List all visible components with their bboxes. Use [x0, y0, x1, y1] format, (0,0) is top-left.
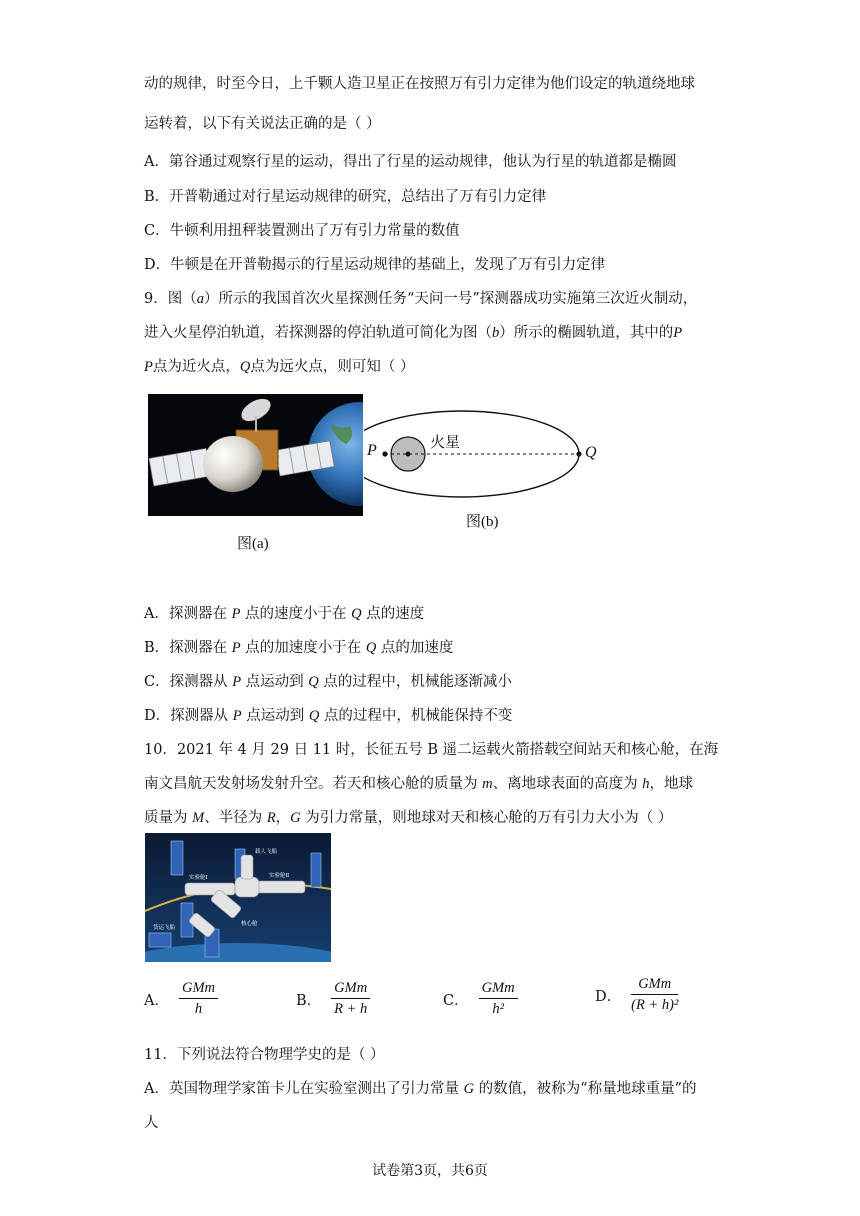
fraction: $\frac{\text{GMm}}{h}$	[179, 980, 218, 1018]
label-mars: 火星	[430, 433, 461, 451]
q8-text-line-2: 运转着，以下有关说法正确的是（ ）	[144, 116, 381, 132]
q8-option-d: D．牛顿是在开普勒揭示的行星运动规律的基础上，发现了万有引力定律	[144, 257, 606, 273]
label-p: P	[367, 442, 377, 459]
q10-text-line-1: 10．2021 年 4 月 29 日 11 时，长征五号 B 遥二运载火箭搭载空间站天和核心舱，在海	[144, 742, 719, 758]
q8-option-c: C．牛顿利用扭秤装置测出了万有引力常量的数值	[144, 223, 460, 239]
figure-b-caption: 图(b)	[466, 514, 499, 530]
q8-option-a: A．第谷通过观察行星的运动，得出了行星的运动规律，他认为行星的轨道都是椭圆	[144, 154, 677, 170]
q11-option-a-line-1: A．英国物理学家笛卡儿在实验室测出了引力常量 G 的数值，被称为“称量地球重量”的	[144, 1081, 697, 1097]
q10-option-a: A． $\frac{\text{GMm}}{h}$	[144, 980, 218, 1018]
q10-text-line-3: 质量为 M、半径为 R，G 为引力常量，则地球对天和核心舱的万有引力大小为（ ）	[144, 810, 673, 826]
point-p	[382, 451, 387, 456]
q11-option-a-line-2: 人	[144, 1115, 159, 1131]
page-footer: 试卷第3页，共6页	[372, 1163, 488, 1179]
q10-text-line-2: 南文昌航天发射场发射升空。若天和核心舱的质量为 m、离地球表面的高度为 h，地球	[144, 776, 693, 792]
point-q	[576, 451, 581, 456]
station-label-crew-ship: 载人飞船	[255, 849, 278, 855]
station-label-core: 核心舱	[241, 921, 258, 927]
mars-center-point	[406, 452, 411, 457]
q9-option-d: D．探测器从 P 点运动到 Q 点的过程中，机械能保持不变	[144, 708, 513, 724]
station-label-lab-1: 实验舱Ⅰ	[189, 875, 208, 881]
q11-text-line-1: 11．下列说法符合物理学史的是（ ）	[144, 1047, 385, 1063]
q8-option-b: B．开普勒通过对行星运动规律的研究，总结出了万有引力定律	[144, 189, 547, 205]
q10-option-b: B． $\frac{\text{GMm}}{R + h}$	[296, 980, 370, 1018]
q10-option-d: D． $\frac{\text{GMm}}{\text{(R + h)²}}$	[595, 976, 679, 1013]
space-station-image	[145, 833, 331, 962]
figure-a-spacecraft-image	[148, 394, 363, 516]
q9-option-c: C．探测器从 P 点运动到 Q 点的过程中，机械能逐渐减小	[144, 674, 512, 690]
q9-option-b: B．探测器在 P 点的加速度小于在 Q 点的加速度	[144, 640, 454, 656]
station-label-cargo: 货运飞船	[153, 925, 176, 931]
q9-text-line-3: P点为近火点，Q点为远火点，则可知（ ）	[144, 359, 415, 375]
q10-option-c: C． $\frac{\text{GMm}}{\text{h²}}$	[443, 980, 518, 1018]
q8-text-line-1: 动的规律，时至今日，上千颗人造卫星正在按照万有引力定律为他们设定的轨道绕地球	[144, 76, 695, 92]
label-q: Q	[585, 444, 597, 461]
fraction: $\frac{\text{GMm}}{R + h}$	[331, 980, 370, 1018]
fraction: $\frac{\text{GMm}}{\text{h²}}$	[479, 980, 518, 1018]
figure-a-caption: 图(a)	[237, 536, 269, 552]
fraction: $\frac{\text{GMm}}{\text{(R + h)²}}$	[631, 976, 679, 1013]
q9-text-line-2: 进入火星停泊轨道，若探测器的停泊轨道可简化为图（b）所示的椭圆轨道，其中的P	[144, 325, 683, 341]
figure-b-orbit-diagram	[364, 408, 604, 500]
q9-text-line-1: 9．图（a）所示的我国首次火星探测任务“天问一号”探测器成功实施第三次近火制动，	[144, 291, 698, 307]
station-label-lab-2: 实验舱Ⅱ	[269, 873, 290, 879]
q9-option-a: A．探测器在 P 点的速度小于在 Q 点的速度	[144, 606, 425, 622]
